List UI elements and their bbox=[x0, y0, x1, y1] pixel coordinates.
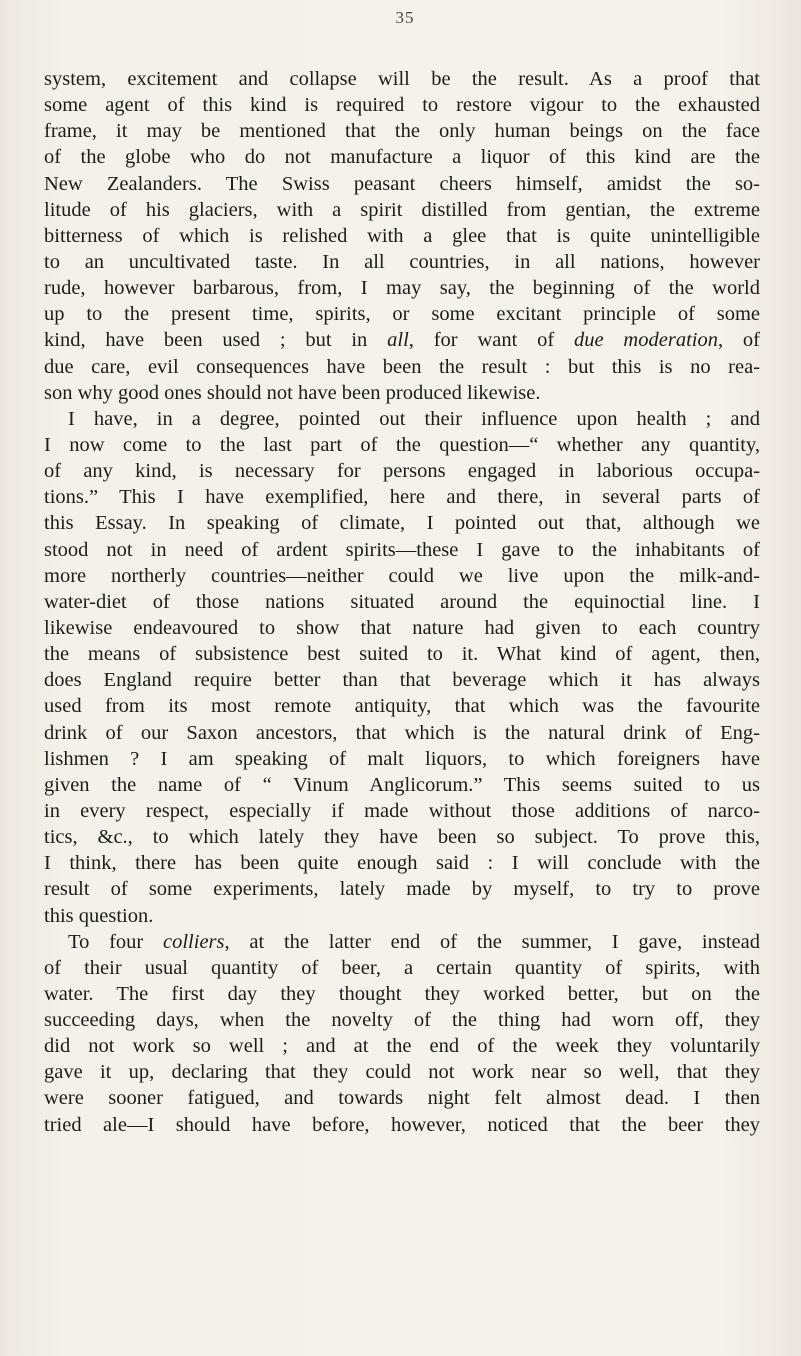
text-line: tics, &c., to which lately they have been so subject. To prove this, bbox=[44, 826, 760, 849]
paragraph bbox=[44, 929, 760, 1138]
text-line: does England require better than that beverage which it has always bbox=[44, 669, 760, 692]
page-number: 35 bbox=[395, 8, 415, 27]
text-line: were sooner fatigued, and towards night felt almost dead. I then bbox=[44, 1087, 760, 1110]
text-line: litude of his glaciers, with a spirit distilled from gentian, the extreme bbox=[44, 198, 760, 221]
text-line: result of some experiments, lately made by myself, to try to prove bbox=[44, 878, 760, 901]
paragraph bbox=[44, 66, 760, 406]
text-line: some agent of this kind is required to restore vigour to the exhausted bbox=[44, 94, 760, 117]
text-line: frame, it may be mentioned that the only human beings on the face bbox=[44, 120, 760, 143]
text-line: gave it up, declaring that they could not work near so well, that they bbox=[44, 1061, 760, 1084]
text-line: this Essay. In speaking of climate, I pointed out that, although we bbox=[44, 512, 760, 535]
text-line: kind, have been used ; but in all, for want of due moderation, of bbox=[44, 329, 760, 352]
text-line: stood not in need of ardent spirits—these I gave to the inhabitants of bbox=[44, 538, 760, 561]
body-text bbox=[44, 66, 760, 1138]
text-line: given the name of “ Vinum Anglicorum.” This seems suited to us bbox=[44, 773, 760, 796]
text-line: New Zealanders. The Swiss peasant cheers himself, amidst the so- bbox=[44, 172, 760, 195]
text-line: this question. bbox=[44, 904, 154, 927]
text-line: water. The first day they thought they worked better, but on the bbox=[44, 982, 760, 1005]
text-line: To four colliers, at the latter end of the summer, I gave, instead bbox=[68, 930, 760, 953]
text-line: did not work so well ; and at the end of the week they voluntarily bbox=[44, 1035, 760, 1058]
text-line: I now come to the last part of the question—“ whether any quantity, bbox=[44, 433, 760, 456]
text-line: I think, there has been quite enough said : I will conclude with the bbox=[44, 852, 760, 875]
text-line: due care, evil consequences have been the result : but this is no rea- bbox=[44, 355, 760, 378]
text-line: bitterness of which is relished with a glee that is quite unintelligible bbox=[44, 224, 760, 247]
text-line: used from its most remote antiquity, that which was the favourite bbox=[44, 695, 760, 718]
text-line: lishmen ? I am speaking of malt liquors, to which foreigners have bbox=[44, 747, 760, 770]
text-line: tried ale—I should have before, however, noticed that the beer they bbox=[44, 1113, 760, 1136]
text-line: tions.” This I have exemplified, here and there, in several parts of bbox=[44, 486, 760, 509]
text-line: system, excitement and collapse will be the result. As a proof that bbox=[44, 68, 760, 90]
text-line: likewise endeavoured to show that nature had given to each country bbox=[44, 616, 760, 639]
text-line: of the globe who do not manufacture a liquor of this kind are the bbox=[44, 146, 760, 169]
text-line: son why good ones should not have been produced likewise. bbox=[44, 381, 541, 404]
text-line: to an uncultivated taste. In all countries, in all nations, however bbox=[44, 250, 760, 273]
text-line: in every respect, especially if made without those additions of narco- bbox=[44, 799, 760, 822]
text-line: the means of subsistence best suited to it. What kind of agent, then, bbox=[44, 643, 760, 666]
text-line: drink of our Saxon ancestors, that which is the natural drink of Eng- bbox=[44, 721, 760, 744]
text-line: up to the present time, spirits, or some excitant principle of some bbox=[44, 303, 760, 326]
text-line: rude, however barbarous, from, I may say, the beginning of the world bbox=[44, 277, 760, 300]
paragraph bbox=[44, 406, 760, 929]
text-line: of their usual quantity of beer, a certain quantity of spirits, with bbox=[44, 956, 760, 979]
text-line: succeeding days, when the novelty of the thing had worn off, they bbox=[44, 1009, 760, 1032]
text-line: of any kind, is necessary for persons engaged in laborious occupa- bbox=[44, 460, 760, 483]
text-line: water-diet of those nations situated around the equinoctial line. I bbox=[44, 590, 760, 613]
text-line: I have, in a degree, pointed out their influence upon health ; and bbox=[68, 407, 760, 430]
text-line: more northerly countries—neither could we live upon the milk-and- bbox=[44, 564, 760, 587]
